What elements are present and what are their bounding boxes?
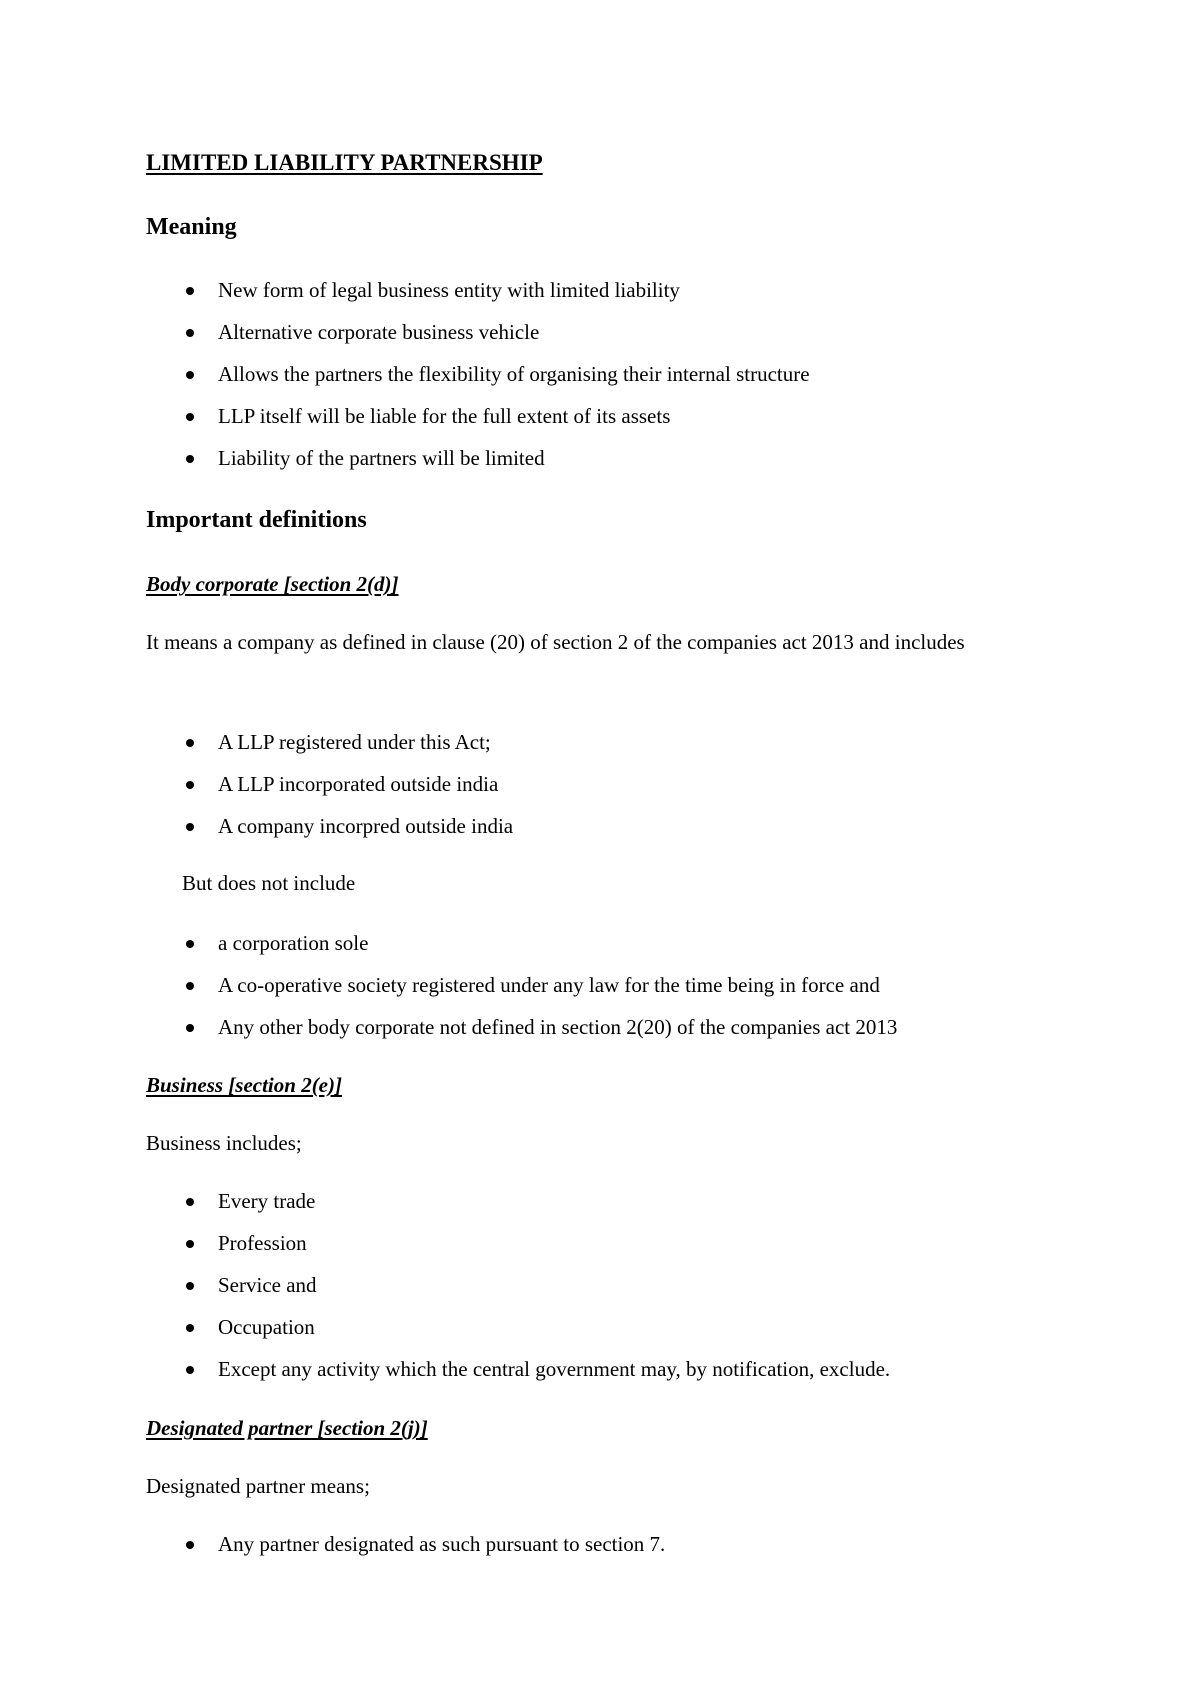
list-item-text: Except any activity which the central government may, by notification, exclude. bbox=[218, 1357, 891, 1381]
bullet-icon bbox=[186, 455, 194, 463]
list-item-text: Alternative corporate business vehicle bbox=[218, 320, 540, 344]
bullet-icon bbox=[186, 940, 194, 948]
bullet-icon bbox=[186, 329, 194, 337]
list-item-text: A co-operative society registered under any law for the time being in force and bbox=[218, 973, 880, 997]
list-item-text: Any other body corporate not defined in section 2(20) of the companies act 2013 bbox=[218, 1015, 898, 1039]
list-item-text: Every trade bbox=[218, 1189, 316, 1213]
bullet-icon bbox=[186, 1366, 194, 1374]
exclusion-intro: But does not include bbox=[182, 871, 356, 895]
list-item-text: Allows the partners the flexibility of organising their internal structure bbox=[218, 362, 810, 386]
bullet-icon bbox=[186, 823, 194, 831]
bullet-icon bbox=[186, 371, 194, 379]
list-item-text: Service and bbox=[218, 1273, 317, 1297]
list-item-text: LLP itself will be liable for the full extent of its assets bbox=[218, 404, 671, 428]
list-item-text: Occupation bbox=[218, 1315, 315, 1339]
designated-partner-intro: Designated partner means; bbox=[146, 1474, 370, 1498]
bullet-icon bbox=[186, 1198, 194, 1206]
bullet-icon bbox=[186, 781, 194, 789]
list-item-text: a corporation sole bbox=[218, 931, 369, 955]
definitions-heading: Important definitions bbox=[146, 507, 367, 533]
body-corporate-intro: It means a company as defined in clause (20) of section 2 of the companies act 2013 and includes bbox=[146, 630, 965, 654]
bullet-icon bbox=[186, 287, 194, 295]
list-item-text: Profession bbox=[218, 1231, 307, 1255]
document-title: LIMITED LIABILITY PARTNERSHIP bbox=[146, 150, 543, 175]
bullet-icon bbox=[186, 413, 194, 421]
business-intro: Business includes; bbox=[146, 1131, 302, 1155]
bullet-icon bbox=[186, 739, 194, 747]
meaning-heading: Meaning bbox=[146, 214, 237, 240]
list-item-text: A LLP incorporated outside india bbox=[218, 772, 499, 796]
bullet-icon bbox=[186, 1324, 194, 1332]
list-item-text: New form of legal business entity with limited liability bbox=[218, 278, 680, 302]
list-item-text: Any partner designated as such pursuant to section 7. bbox=[218, 1532, 666, 1556]
bullet-icon bbox=[186, 1541, 194, 1549]
designated-partner-subheading: Designated partner [section 2(j)] bbox=[146, 1416, 428, 1440]
bullet-icon bbox=[186, 982, 194, 990]
business-subheading: Business [section 2(e)] bbox=[146, 1073, 342, 1097]
bullet-icon bbox=[186, 1240, 194, 1248]
bullet-icon bbox=[186, 1282, 194, 1290]
bullet-icon bbox=[186, 1024, 194, 1032]
body-corporate-subheading: Body corporate [section 2(d)] bbox=[146, 572, 399, 596]
list-item-text: Liability of the partners will be limited bbox=[218, 446, 545, 470]
list-item-text: A company incorpred outside india bbox=[218, 814, 514, 838]
list-item-text: A LLP registered under this Act; bbox=[218, 730, 491, 754]
